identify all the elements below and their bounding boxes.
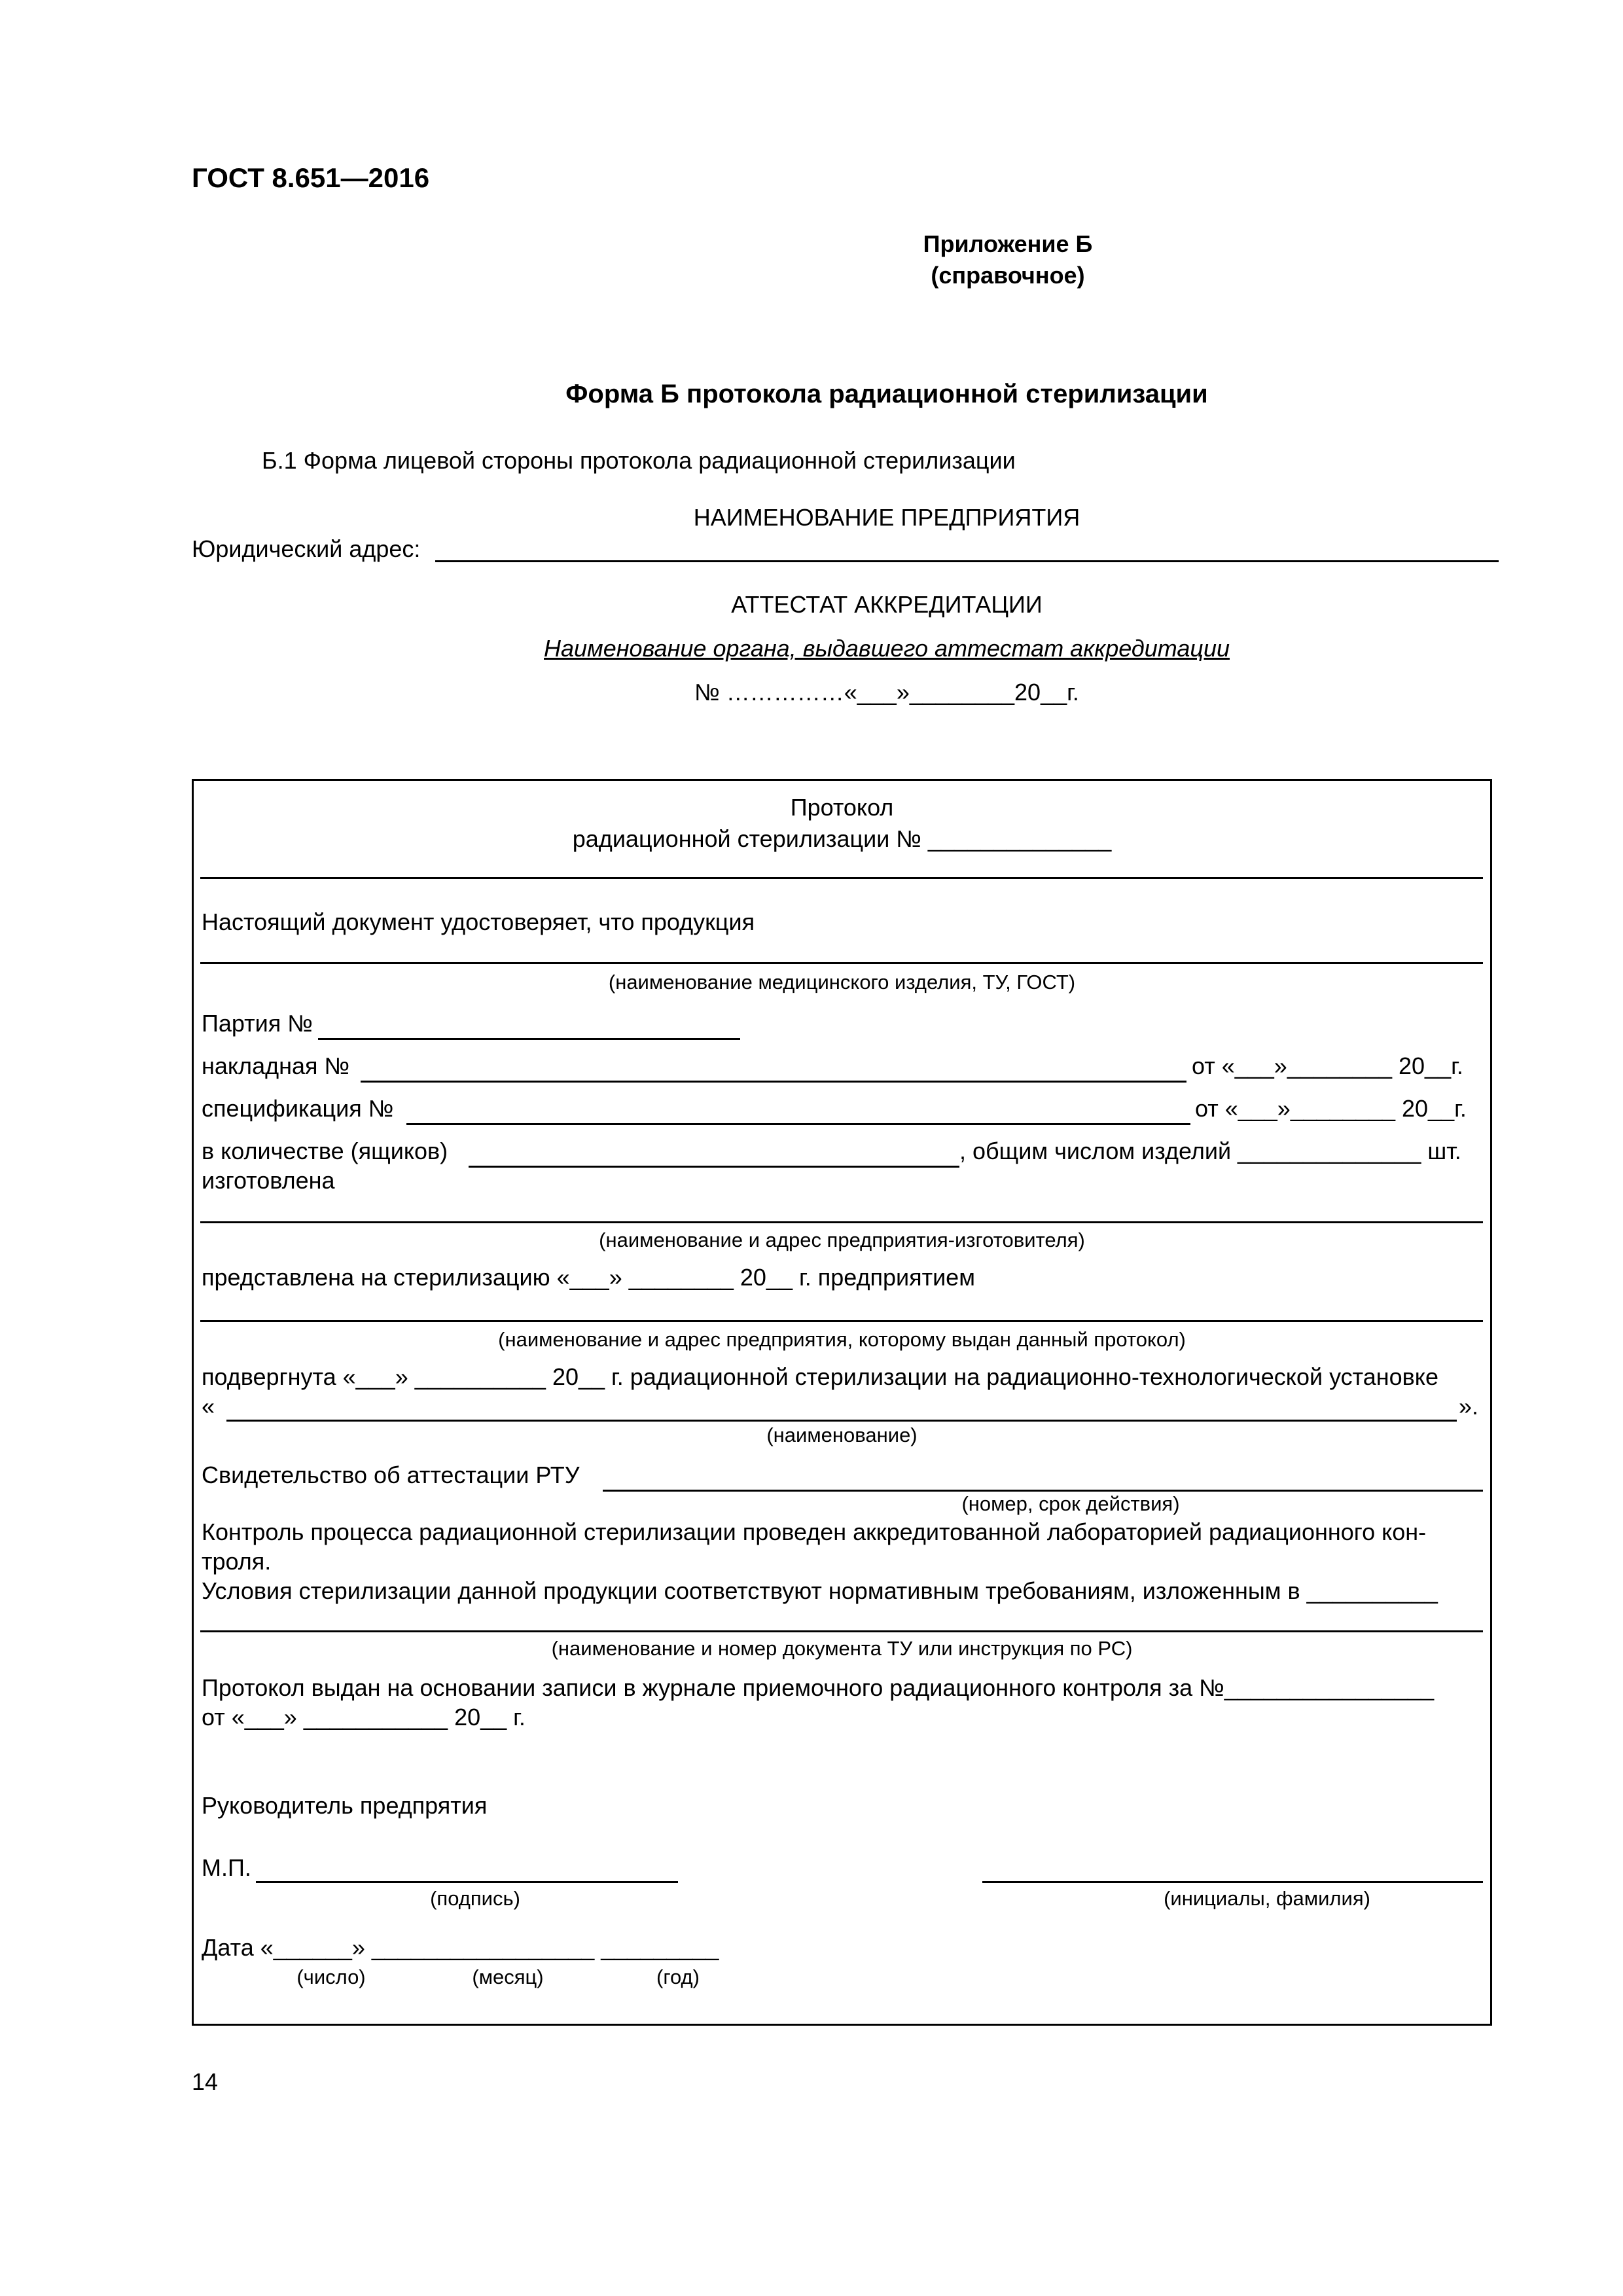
appendix-title: Приложение Б bbox=[923, 230, 1093, 257]
appendix-subtitle: (справочное) bbox=[931, 262, 1085, 289]
enterprise-name: НАИМЕНОВАНИЕ ПРЕДПРИЯТИЯ bbox=[693, 504, 1080, 531]
initials-field-line[interactable] bbox=[982, 1881, 1483, 1883]
page-number: 14 bbox=[192, 2068, 219, 2095]
certificate-number: № ……………«___»________20__г. bbox=[694, 679, 1079, 706]
caption-document: (наименование и номер документа ТУ или инструкция по РС) bbox=[551, 1637, 1133, 1660]
quantity-label: в количестве (ящиков) bbox=[202, 1138, 448, 1164]
rtu-cert-label: Свидетельство об аттестации РТУ bbox=[202, 1462, 580, 1488]
submitted-text: представлена на стерилизацию «___» ________ 20__ г. предприятием bbox=[202, 1264, 975, 1291]
protocol-number: радиационной стерилизации № ______________ bbox=[572, 825, 1112, 852]
caption-initials: (инициалы, фамилия) bbox=[1164, 1887, 1370, 1910]
accreditation-heading: АТТЕСТАТ АККРЕДИТАЦИИ bbox=[731, 591, 1043, 618]
manufacturer-field-line[interactable] bbox=[200, 1221, 1483, 1223]
batch-field-line[interactable] bbox=[318, 1038, 740, 1040]
issued-to-field-line[interactable] bbox=[200, 1320, 1483, 1322]
rtu-cert-field-line[interactable] bbox=[603, 1490, 1483, 1492]
caption-issued-to: (наименование и адрес предприятия, которому выдан данный протокол) bbox=[498, 1328, 1186, 1351]
stamp-label: М.П. bbox=[202, 1854, 251, 1881]
manufactured-label: изготовлена bbox=[202, 1167, 335, 1194]
caption-name: (наименование) bbox=[766, 1424, 918, 1446]
quantity-total: , общим числом изделий ______________ шт. bbox=[959, 1138, 1461, 1164]
caption-signature: (подпись) bbox=[430, 1887, 520, 1910]
standard-header: ГОСТ 8.651—2016 bbox=[192, 162, 430, 193]
document-field-line[interactable] bbox=[200, 1630, 1483, 1632]
conditions-text: Условия стерилизации данной продукции соответствуют нормативным требованиям, изложенным в __________ bbox=[202, 1577, 1438, 1604]
control-text-line2: троля. bbox=[202, 1548, 272, 1575]
quote-close: ». bbox=[1459, 1393, 1479, 1420]
subjected-text: подвергнута «___» __________ 20__ г. радиационной стерилизации на радиационно-технологической установке bbox=[202, 1363, 1438, 1390]
caption-year: (год) bbox=[656, 1965, 700, 1988]
invoice-field-line[interactable] bbox=[361, 1081, 1186, 1083]
caption-day: (число) bbox=[296, 1965, 366, 1988]
spec-field-line[interactable] bbox=[406, 1123, 1190, 1125]
issued-date-text: от «___» ___________ 20__ г. bbox=[202, 1704, 526, 1731]
issuing-organization: Наименование органа, выдавшего аттестат аккредитации bbox=[544, 635, 1230, 662]
caption-manufacturer: (наименование и адрес предприятия-изготовителя) bbox=[599, 1229, 1085, 1251]
protocol-title: Протокол bbox=[790, 794, 894, 821]
spec-label: спецификация № bbox=[202, 1095, 394, 1122]
address-label: Юридический адрес: bbox=[192, 535, 421, 562]
date-label: Дата «______» _________________ _________ bbox=[202, 1934, 719, 1961]
signature-field-line[interactable] bbox=[256, 1881, 678, 1883]
invoice-label: накладная № bbox=[202, 1052, 350, 1079]
divider-line bbox=[200, 877, 1483, 879]
spec-date: от «___»________ 20__г. bbox=[1195, 1095, 1467, 1122]
product-field-line[interactable] bbox=[200, 962, 1483, 964]
issued-basis-text: Протокол выдан на основании записи в журнале приемочного радиационного контроля за №________________ bbox=[202, 1674, 1435, 1701]
section-heading: Б.1 Форма лицевой стороны протокола радиационной стерилизации bbox=[262, 447, 1016, 474]
quote-open: « bbox=[202, 1393, 215, 1420]
caption-product: (наименование медицинского изделия, ТУ, ГОСТ) bbox=[608, 971, 1076, 994]
certifies-text: Настоящий документ удостоверяет, что продукция bbox=[202, 908, 755, 935]
head-label: Руководитель предпрятия bbox=[202, 1792, 488, 1819]
address-field-line[interactable] bbox=[435, 560, 1499, 562]
caption-month: (месяц) bbox=[472, 1965, 544, 1988]
protocol-form-box bbox=[192, 779, 1492, 2026]
quantity-field-line[interactable] bbox=[469, 1166, 959, 1168]
invoice-date: от «___»________ 20__г. bbox=[1192, 1052, 1463, 1079]
batch-label: Партия № bbox=[202, 1010, 313, 1037]
installation-field-line[interactable] bbox=[226, 1420, 1457, 1422]
control-text-line1: Контроль процесса радиационной стерилизации проведен аккредитованной лабораторией радиационного кон- bbox=[202, 1518, 1427, 1545]
form-title: Форма Б протокола радиационной стерилизации bbox=[565, 380, 1208, 408]
caption-number-term: (номер, срок действия) bbox=[961, 1492, 1180, 1515]
